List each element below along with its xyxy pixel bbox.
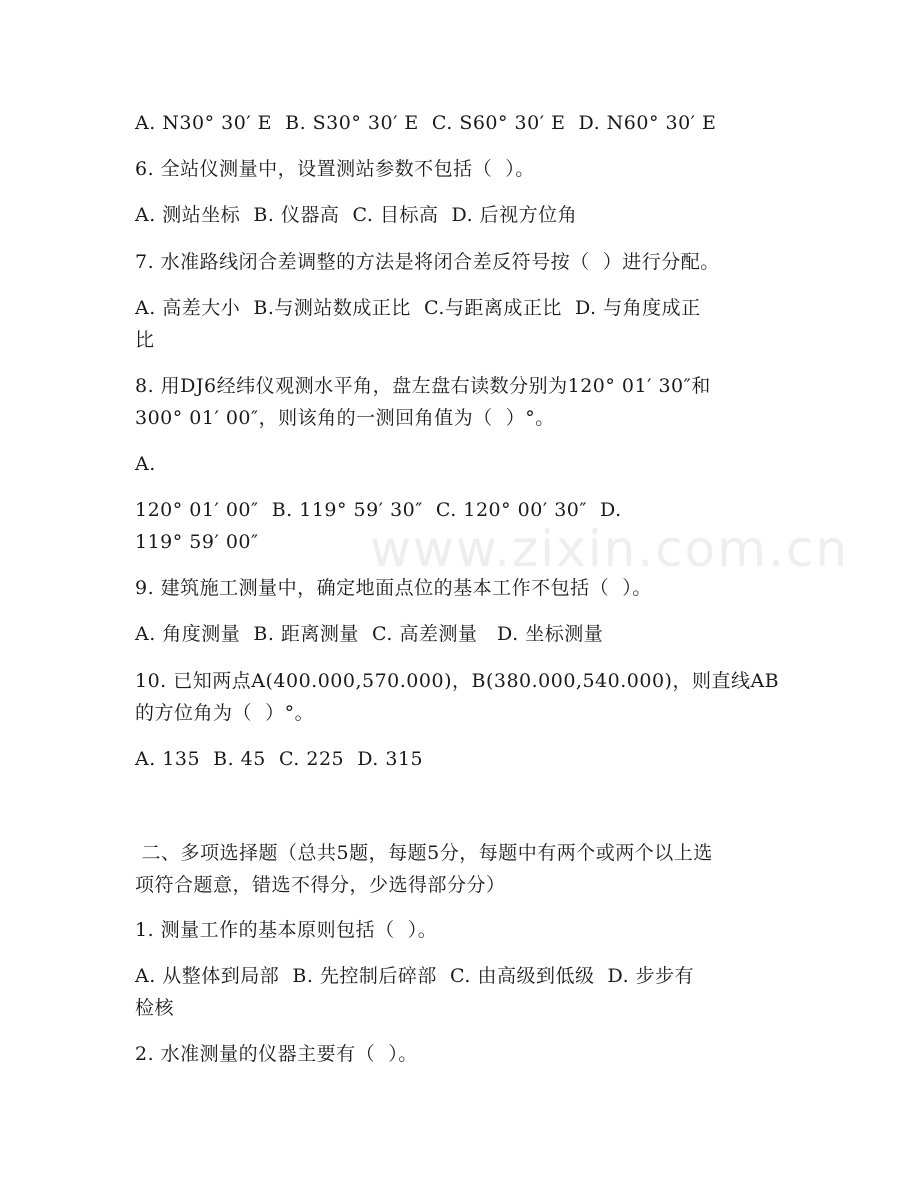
section-2-heading-cont: 项符合题意，错选不得分，少选得部分分） xyxy=(135,874,506,896)
q9-question: 9. 建筑施工测量中，确定地面点位的基本工作不包括（ ）。 xyxy=(135,577,652,599)
q6-question: 6. 全站仪测量中，设置测站参数不包括（ ）。 xyxy=(135,158,535,180)
section-2-heading: 二、多项选择题（总共5题，每题5分，每题中有两个或两个以上选 xyxy=(135,842,713,864)
q8-options: 120° 01′ 00″ B. 119° 59′ 30″ C. 120° 00′ 30″ D. xyxy=(135,499,622,521)
q5-options: A. N30° 30′ E B. S30° 30′ E C. S60° 30′ E D. N60° 30′ E xyxy=(135,112,717,134)
q8-options-cont: 119° 59′ 00″ xyxy=(135,531,259,553)
q6-options: A. 测站坐标 B. 仪器高 C. 目标高 D. 后视方位角 xyxy=(135,204,578,226)
q10-options: A. 135 B. 45 C. 225 D. 315 xyxy=(135,748,424,770)
q7-question: 7. 水准路线闭合差调整的方法是将闭合差反符号按（ ）进行分配。 xyxy=(135,251,720,273)
mq1-options-cont: 检核 xyxy=(135,997,175,1019)
watermark: www.zixin.com.cn xyxy=(370,520,850,578)
q8-option-a-label: A. xyxy=(135,453,156,475)
q10-question-cont: 的方位角为（ ）°。 xyxy=(135,702,315,724)
q7-options: A. 高差大小 B.与测站数成正比 C.与距离成正比 D. 与角度成正 xyxy=(135,297,701,319)
mq1-options: A. 从整体到局部 B. 先控制后碎部 C. 由高级到低级 D. 步步有 xyxy=(135,965,695,987)
q7-options-cont: 比 xyxy=(135,329,155,351)
mq1-question: 1. 测量工作的基本原则包括（ ）。 xyxy=(135,919,438,941)
q8-question-cont: 300° 01′ 00″，则该角的一测回角值为（ ）°。 xyxy=(135,407,555,429)
mq2-question: 2. 水准测量的仪器主要有（ ）。 xyxy=(135,1043,418,1065)
q9-options: A. 角度测量 B. 距离测量 C. 高差测量 D. 坐标测量 xyxy=(135,623,604,645)
q10-question: 10. 已知两点A(400.000,570.000)，B(380.000,540.000)，则直线AB xyxy=(135,670,780,692)
q8-question: 8. 用DJ6经纬仪观测水平角，盘左盘右读数分别为120° 01′ 30″和 xyxy=(135,375,711,397)
